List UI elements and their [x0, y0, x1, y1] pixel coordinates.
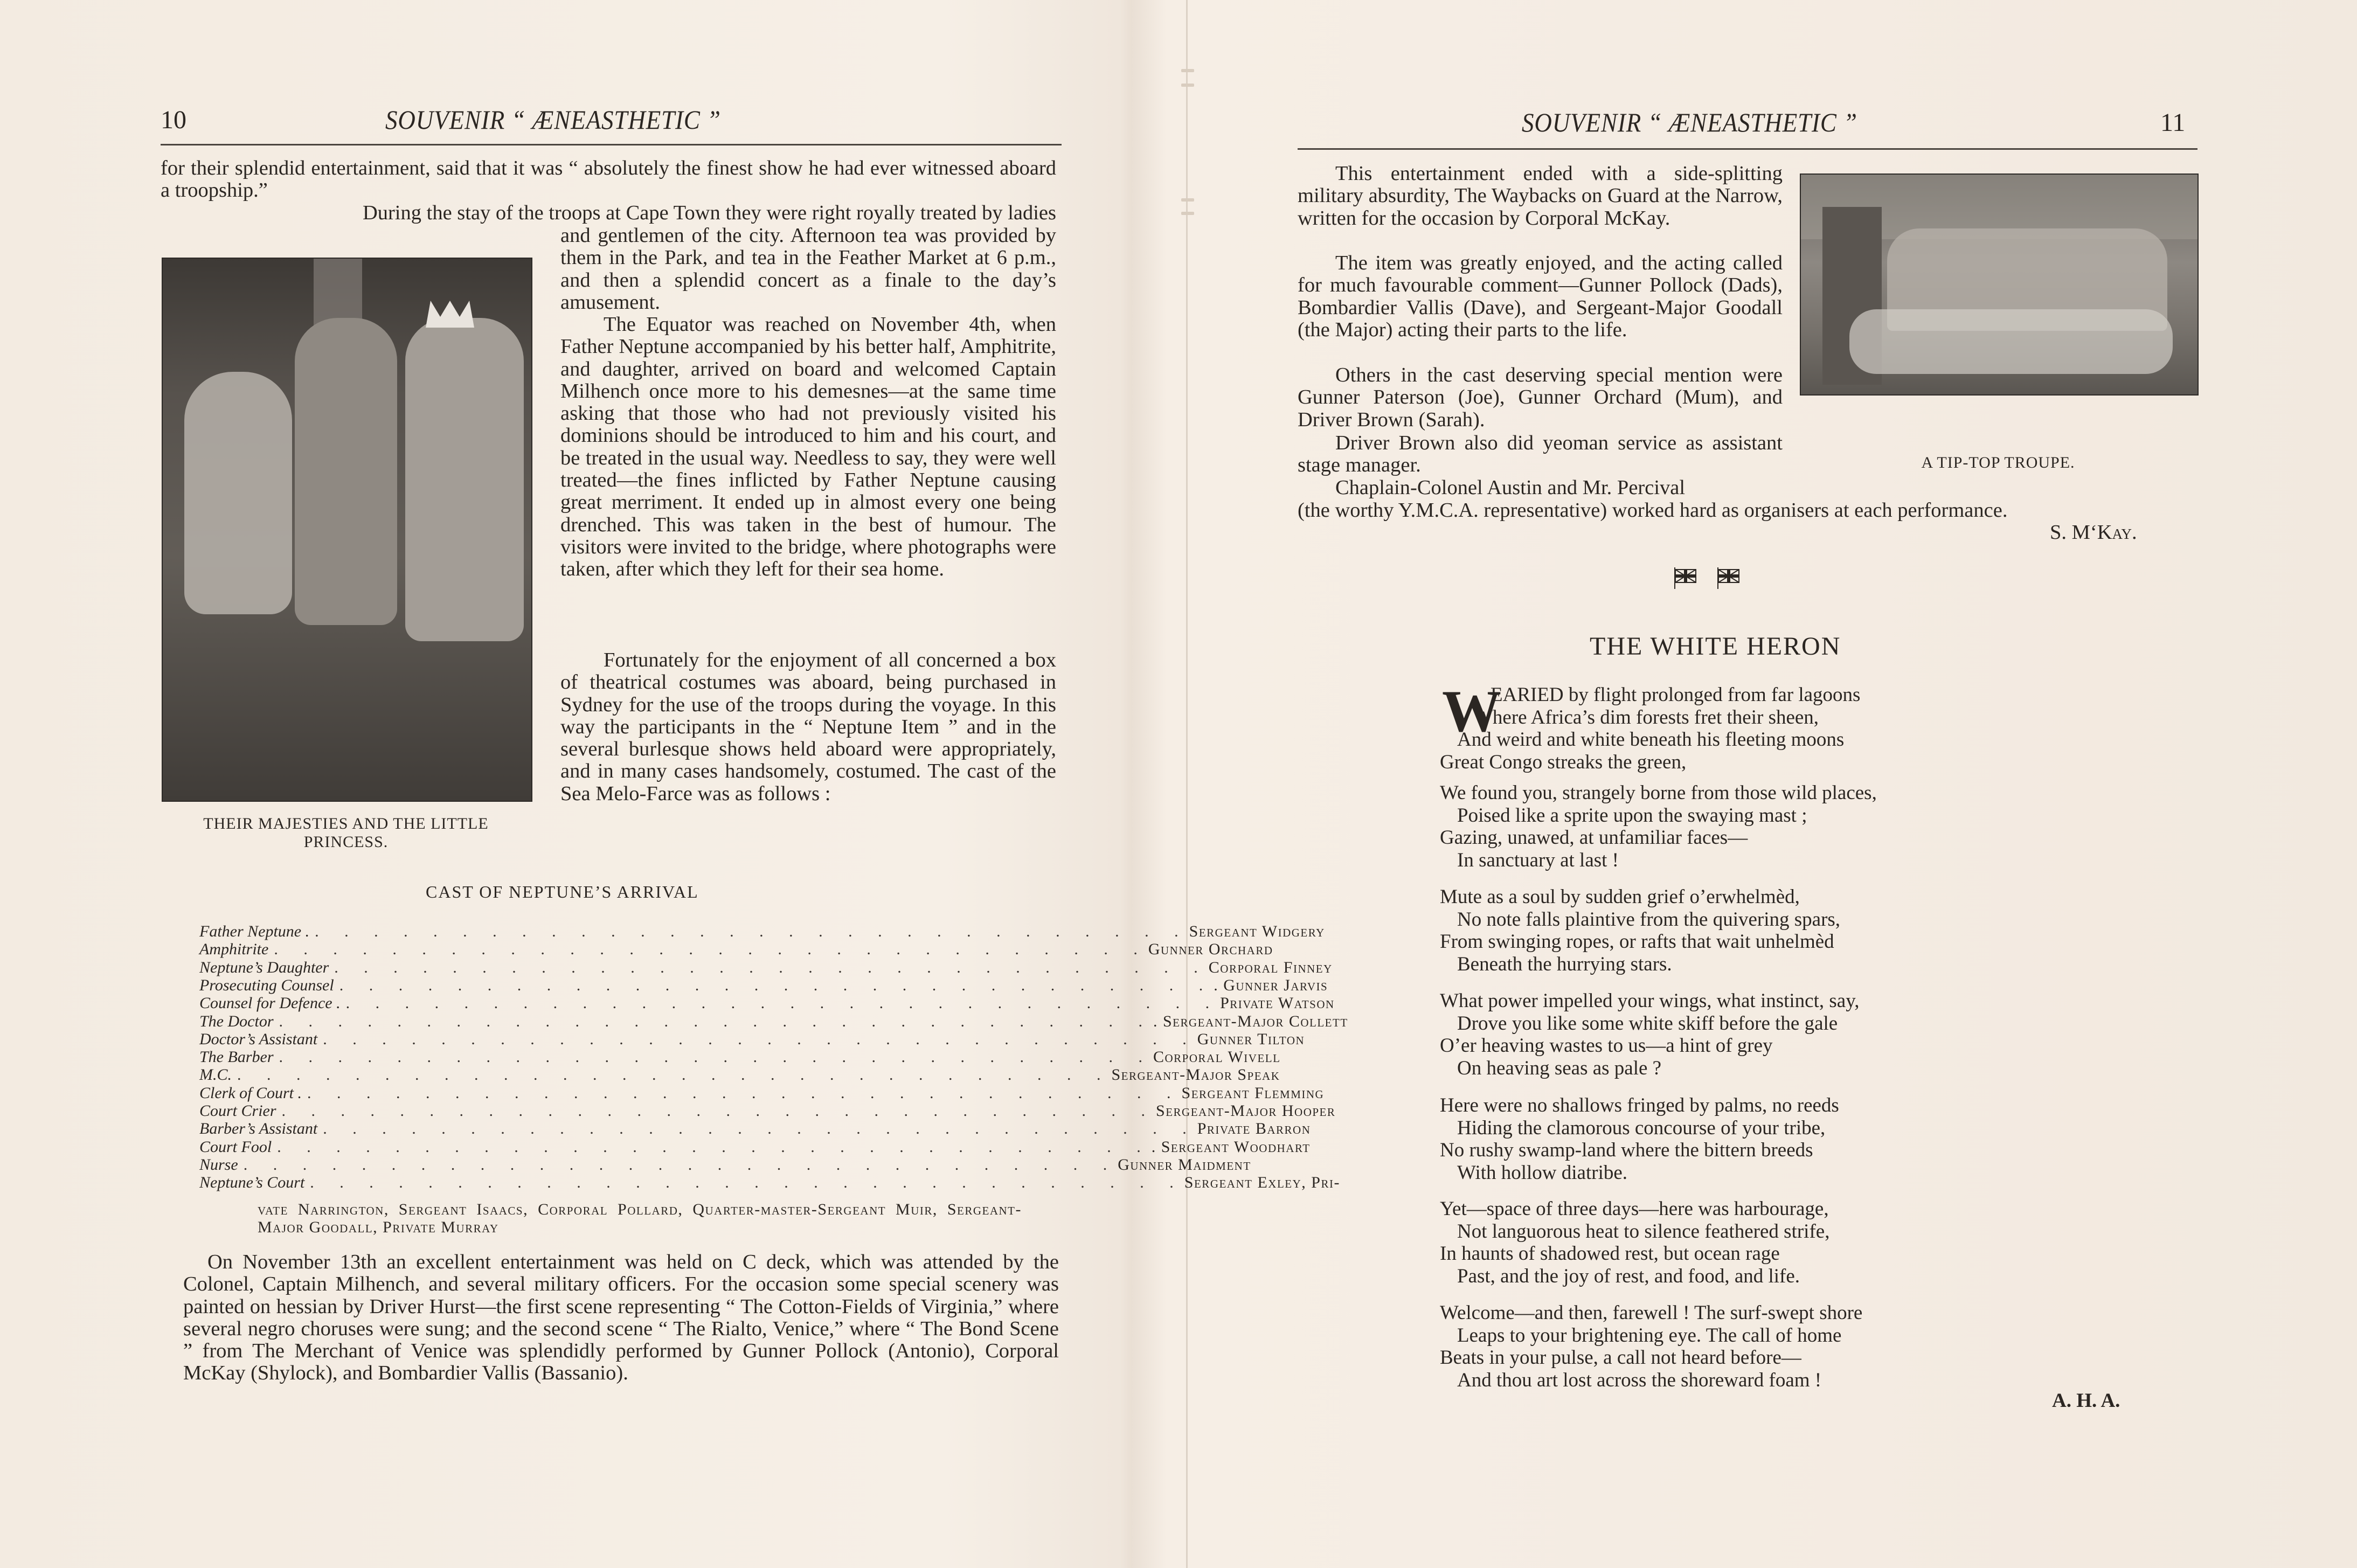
cast-role: Court Crier — [199, 1102, 276, 1120]
cast-row — [199, 958, 1333, 976]
running-head: SOUVENIR “ ÆNEASTHETIC ” — [385, 105, 721, 135]
photo-troupe — [1800, 174, 2199, 396]
cast-row — [199, 940, 1273, 959]
photo-caption: A TIP-TOP TROUPE. — [1921, 454, 2075, 471]
leader-dots: . . . . . . . . . . . . . . . . . . . . . . . . . . . . . . — [315, 922, 1189, 940]
leader-dots: . . . . . . . . . . . . . . . . . . . . . . . . . . . . . . — [323, 1030, 1197, 1048]
leader-dots: . . . . . . . . . . . . . . . . . . . . . . . . . . . . . . — [345, 994, 1221, 1012]
paragraph-line: During the stay of the troops at Cape Town they were right royally treated by ladies — [362, 202, 1056, 224]
leader-dots: . . . . . . . . . . . . . . . . . . . . . . . . . . . . . . — [339, 976, 1214, 994]
poem-signature: A. H. A. — [2052, 1390, 2120, 1412]
cast-row — [199, 976, 1328, 994]
header-rule — [161, 144, 1062, 145]
leader-dots: . . . . . . . . . . . . . . . . . . . . . . . . . . . . . . — [281, 1102, 1156, 1120]
cast-actor: Sergeant Exley, Pri- — [1184, 1174, 1340, 1192]
cast-actor: Private Barron — [1197, 1120, 1311, 1138]
poem-line: Where Africa’s dim forests fret their sheen, — [1474, 706, 1819, 729]
leader-dots: . . . . . . . . . . . . . . . . . . . . . . . . . . . . . . — [279, 1012, 1153, 1030]
paragraph: The Equator was reached on November 4th, when Father Neptune accompanied by his better half, Amphitrite, and daughter, arrived on board and welcomed Captain Milhench once more to his demesnes—at the same time asking that those who had not previously visited his dominions should be introduced to him and his court, and be treated in the usual way. Needless to say, they were well treated—the fines inflicted by Father Neptune causing great merriment. It ended up in almost every one being drenched. This was taken in the best of humour. The visitors were invited to the bridge, where photographs were taken, after which they left for their sea home. — [560, 313, 1056, 581]
cast-actor: Sergeant-Major Hooper — [1156, 1102, 1336, 1120]
poem-line: No rushy swamp-land where the bittern breeds — [1440, 1139, 1813, 1161]
cast-role: M.C. — [199, 1066, 232, 1084]
cast-role: Amphitrite — [199, 940, 269, 959]
union-flag-icon — [1717, 567, 1741, 589]
paragraph: Fortunately for the enjoyment of all concerned a box of theatrical costumes was aboard, being purchased in Sydney for the use of the troops during the voyage. In this way the participants in the “ Neptune Item ” and in the several burlesque shows held aboard were appropriately, and in many cases handsomely, costumed. The cast of the Sea Melo-Farce was as follows : — [560, 649, 1056, 805]
cast-row — [199, 1030, 1305, 1048]
cast-actor: Gunner Tilton — [1197, 1030, 1305, 1048]
poem-line: And weird and white beneath his fleeting moons — [1457, 729, 1845, 751]
cast-row — [199, 922, 1325, 940]
cast-actor: Gunner Orchard — [1148, 940, 1273, 959]
cast-row — [199, 1120, 1311, 1138]
header-rule — [1298, 148, 2197, 150]
poem-line: Beneath the hurrying stars. — [1457, 953, 1672, 975]
poem-line: Hiding the clamorous concourse of your tribe, — [1457, 1116, 1826, 1139]
poem-line: Yet—space of three days—here was harbourage, — [1440, 1198, 1829, 1220]
leader-dots: . . . . . . . . . . . . . . . . . . . . . . . . . . . . . . — [323, 1120, 1197, 1138]
paragraph: (the worthy Y.M.C.A. representative) worked hard as organisers at each performance. — [1298, 499, 2008, 522]
union-flag-icon — [1674, 567, 1697, 589]
leader-dots: . . . . . . . . . . . . . . . . . . . . . . . . . . . . . . — [243, 1155, 1118, 1174]
poem-line: Not languorous heat to silence feathered strife, — [1457, 1220, 1830, 1243]
paragraph: The item was greatly enjoyed, and the acting called for much favourable comment—Gunner Pollock (Dads), Bombardier Vallis (Dave), and Sergeant-Major Goodall (the Major) acting their parts to the life. — [1298, 252, 1783, 341]
cast-title: CAST OF NEPTUNE’S ARRIVAL — [426, 882, 699, 901]
leader-dots: . . . . . . . . . . . . . . . . . . . . . . . . . . . . . . — [237, 1066, 1112, 1084]
leader-dots: . . . . . . . . . . . . . . . . . . . . . . . . . . . . . . — [307, 1084, 1182, 1102]
cast-row — [199, 1066, 1280, 1084]
cast-row — [199, 1155, 1251, 1174]
photo-neptune-court — [162, 258, 532, 802]
poem-line: O’er heaving wastes to us—a hint of grey — [1440, 1035, 1773, 1057]
poem-line: Here were no shallows fringed by palms, no reeds — [1440, 1094, 1839, 1116]
poem-line: On heaving seas as pale ? — [1457, 1057, 1662, 1079]
page-number: 11 — [2160, 108, 2186, 137]
cast-actor: Sergeant Widgery — [1189, 922, 1325, 940]
cast-row — [199, 1084, 1325, 1102]
poem-line: And thou art lost across the shoreward foam ! — [1457, 1369, 1822, 1391]
cast-actor: . Gunner Jarvis — [1214, 976, 1328, 994]
poem-line: Past, and the joy of rest, and food, and life. — [1457, 1265, 1800, 1287]
leader-dots: . . . . . . . . . . . . . . . . . . . . . . . . . . . . . . — [274, 940, 1148, 959]
drop-cap: W — [1442, 678, 1501, 744]
paragraph: and gentlemen of the city. Afternoon tea was provided by them in the Park, and tea in the Feather Market at 6 p.m., and then a splendid concert as a finale to the day’s amusement. — [560, 224, 1056, 314]
leader-dots: . . . . . . . . . . . . . . . . . . . . . . . . . . . . . . — [310, 1174, 1184, 1192]
cast-actor: Gunner Maidment — [1118, 1155, 1251, 1174]
cast-row — [199, 994, 1335, 1012]
cast-role: Counsel for Defence . — [199, 994, 341, 1012]
paragraph: Others in the cast deserving special mention were Gunner Paterson (Joe), Gunner Orchard (Mum), and Driver Brown (Sarah). — [1298, 364, 1783, 431]
poem-line: Mute as a soul by sudden grief o’erwhelmèd, — [1440, 886, 1800, 908]
cast-row — [199, 1174, 1340, 1192]
poem-line: In sanctuary at last ! — [1457, 849, 1619, 871]
cast-role: Father Neptune . — [199, 922, 310, 940]
cast-actor: Sergeant Flemming — [1181, 1084, 1325, 1102]
cast-role: Neptune’s Daughter — [199, 958, 329, 976]
cast-actor: Corporal Finney — [1208, 958, 1333, 976]
paragraph: This entertainment ended with a side-splitting military absurdity, The Waybacks on Guard at the Narrow, written for the occasion by Corporal McKay. — [1298, 162, 1783, 230]
page-number: 10 — [161, 106, 186, 134]
leader-dots: . . . . . . . . . . . . . . . . . . . . . . . . . . . . . . — [277, 1137, 1152, 1156]
cast-row — [199, 1048, 1281, 1066]
leader-dots: . . . . . . . . . . . . . . . . . . . . . . . . . . . . . . — [334, 958, 1209, 976]
cast-role: Neptune’s Court — [199, 1174, 305, 1192]
poem-line: No note falls plaintive from the quivering spars, — [1457, 908, 1841, 931]
cast-row — [199, 1012, 1348, 1030]
page-11 — [1188, 0, 2357, 1568]
poem-line: From swinging ropes, or rafts that wait unhelmèd — [1440, 931, 1834, 953]
cast-actor: Corporal Wivell — [1153, 1048, 1281, 1066]
running-head: SOUVENIR “ ÆNEASTHETIC ” — [1522, 107, 1857, 137]
cast-role: Clerk of Court . — [199, 1084, 302, 1102]
paragraph: On November 13th an excellent entertainment was held on C deck, which was attended by the Colonel, Captain Milhench, and several military officers. For the occasion some special scenery was painted on hessian by Driver Hurst—the first scene representing “ The Cotton-Fields of Virginia,” where several negro choruses were sung; and the second scene “ The Rialto, Venice,” where “ The Bond Scene ” from The Merchant of Venice was splendidly performed by Gunner Pollock (Antonio), Corporal McKay (Shylock), and Bombardier Vallis (Bassanio). — [183, 1251, 1059, 1385]
poem-title: THE WHITE HERON — [1590, 632, 1841, 661]
cast-actor: Sergeant-Major Speak — [1111, 1066, 1280, 1084]
poem-line: Welcome—and then, farewell ! The surf-swept shore — [1440, 1302, 1863, 1324]
cast-role: Doctor’s Assistant — [199, 1030, 318, 1048]
cast-row — [199, 1102, 1336, 1120]
leader-dots: . . . . . . . . . . . . . . . . . . . . . . . . . . . . . . — [279, 1048, 1153, 1066]
poem-line: EARIED by flight prolonged from far lagoons — [1491, 684, 1861, 706]
author-signature: S. M‘Kay. — [2050, 521, 2137, 544]
paragraph: for their splendid entertainment, said that it was “ absolutely the finest show he had ever witnessed aboard a troopship.” — [161, 157, 1056, 202]
cast-role: Nurse — [199, 1155, 238, 1174]
cast-continuation: vate Narrington, Sergeant Isaacs, Corporal Pollard, Quarter-master-Sergeant Muir, Sergeant-Major Goodall, Private Murray — [258, 1201, 1022, 1236]
poem-line: Gazing, unawed, at unfamiliar faces— — [1440, 827, 1748, 849]
poem-line: In haunts of shadowed rest, but ocean rage — [1440, 1243, 1780, 1265]
cast-role: The Doctor — [199, 1012, 274, 1030]
photo-caption: THEIR MAJESTIES AND THE LITTLE PRINCESS. — [203, 815, 489, 851]
cast-actor: . Sergeant-Major Collett — [1153, 1012, 1348, 1030]
cast-role: Prosecuting Counsel — [199, 976, 334, 994]
poem-line: We found you, strangely borne from those wild places, — [1440, 782, 1877, 804]
paragraph: Driver Brown also did yeoman service as assistant stage manager. — [1298, 432, 1783, 477]
cast-actor: . Sergeant Woodhart — [1151, 1137, 1311, 1156]
poem-line: Leaps to your brightening eye. The call of home — [1457, 1324, 1842, 1347]
poem-line: With hollow diatribe. — [1457, 1161, 1628, 1184]
poem-line: Beats in your pulse, a call not heard before— — [1440, 1347, 1801, 1369]
paragraph-line: Chaplain-Colonel Austin and Mr. Percival — [1335, 476, 1686, 499]
cast-role: The Barber — [199, 1048, 274, 1066]
poem-line: Great Congo streaks the green, — [1440, 751, 1687, 773]
cast-role: Court Fool — [199, 1137, 272, 1156]
poem-line: What power impelled your wings, what instinct, say, — [1440, 990, 1860, 1012]
cast-row — [199, 1137, 1311, 1156]
cast-actor: Private Watson — [1220, 994, 1335, 1012]
cast-role: Barber’s Assistant — [199, 1120, 318, 1138]
poem-line: Poised like a sprite upon the swaying mast ; — [1457, 804, 1807, 827]
poem-line: Drove you like some white skiff before the gale — [1457, 1012, 1838, 1035]
